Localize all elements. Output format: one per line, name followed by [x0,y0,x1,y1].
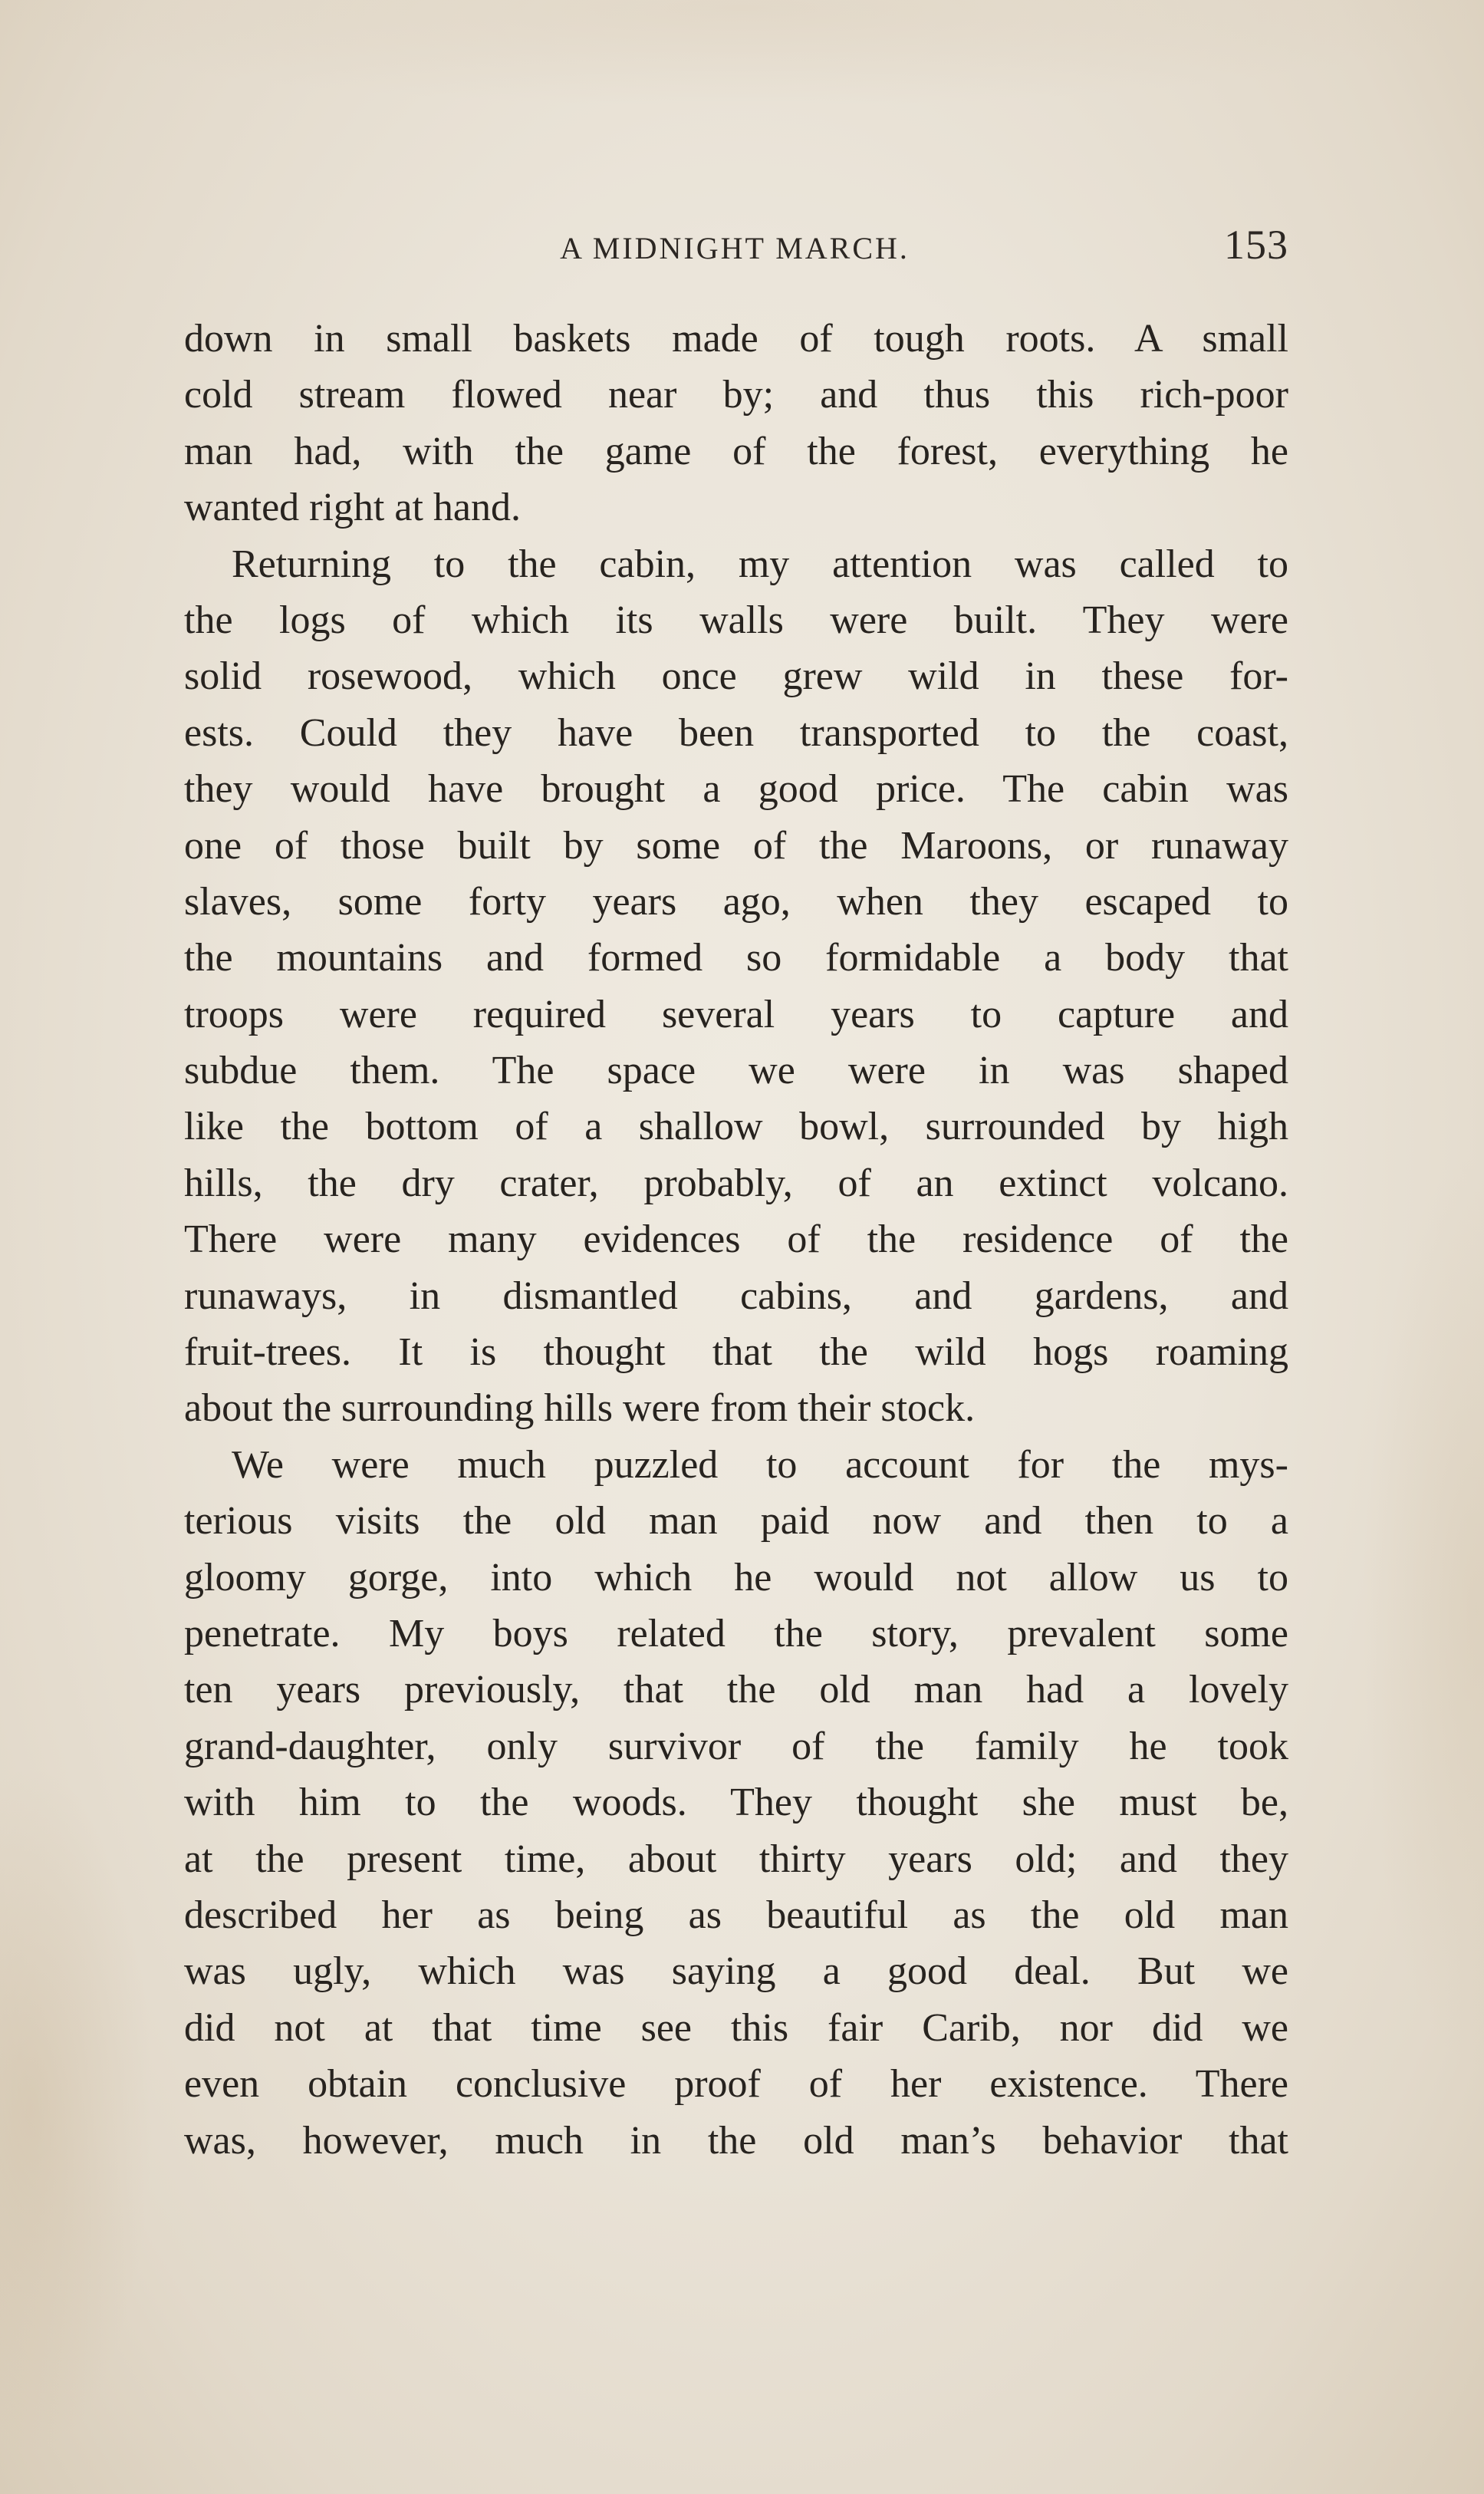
text-line: did not at that time see this fair Carib, nor did we [184,2005,1288,2050]
text-line: wanted right at hand. [184,486,521,530]
text-line: like the bottom of a shallow bowl, surrounded by high [184,1105,1288,1149]
text-line: slaves, some forty years ago, when they escaped to [184,879,1288,924]
text-line: subdue them. The space we were in was shaped [184,1049,1288,1093]
text-line: ten years previously, that the old man had a lovely [184,1668,1288,1712]
text-line: man had, with the game of the forest, everything he [184,429,1288,473]
text-line: the logs of which its walls were built. They were [184,598,1288,642]
text-line: described her as being as beautiful as the old man [184,1893,1288,1937]
text-line: runaways, in dismantled cabins, and gardens, and [184,1273,1288,1318]
text-line: the mountains and formed so formidable a body that [184,936,1288,980]
text-line: penetrate. My boys related the story, prevalent some [184,1611,1288,1656]
text-line: cold stream flowed near by; and thus this rich-poor [184,373,1288,417]
text-line: they would have brought a good price. The cabin was [184,767,1288,812]
text-line: hills, the dry crater, probably, of an extinct volcano. [184,1161,1288,1205]
text-line: fruit-trees. It is thought that the wild hogs roaming [184,1330,1288,1375]
text-line: was ugly, which was saying a good deal. But we [184,1949,1288,1994]
paper-discoloration-left [0,1764,153,2455]
text-line: was, however, much in the old man’s behavior that [184,2118,1288,2163]
text-line: terious visits the old man paid now and then to a [184,1499,1288,1544]
paper-discoloration-right [1361,1151,1484,2071]
text-line: gloomy gorge, into which he would not allow us to [184,1555,1288,1600]
running-head: A MIDNIGHT MARCH. [560,231,910,265]
text-line: grand-daughter, only survivor of the family he took [184,1724,1288,1768]
text-line: ests. Could they have been transported to the coast, [184,710,1288,755]
paper-discoloration-top [0,0,1484,107]
text-line: troops were required several years to capture and [184,992,1288,1036]
text-line: even obtain conclusive proof of her existence. There [184,2062,1288,2107]
text-line: about the surrounding hills were from their stock. [184,1386,976,1431]
page-number: 153 [1224,222,1288,268]
text-line: Returning to the cabin, my attention was called to [232,542,1288,586]
text-line: solid rosewood, which once grew wild in these for- [184,654,1288,699]
text-line: at the present time, about thirty years old; and they [184,1837,1288,1881]
text-line: down in small baskets made of tough roots. A small [184,317,1288,361]
text-line: one of those built by some of the Maroons, or runaway [184,823,1288,868]
body-text [184,311,1288,2169]
text-line: We were much puzzled to account for the mys- [232,1442,1288,1487]
text-line: with him to the woods. They thought she must be, [184,1781,1288,1825]
page-header [181,221,1288,282]
text-line: There were many evidences of the residence of the [184,1217,1288,1262]
